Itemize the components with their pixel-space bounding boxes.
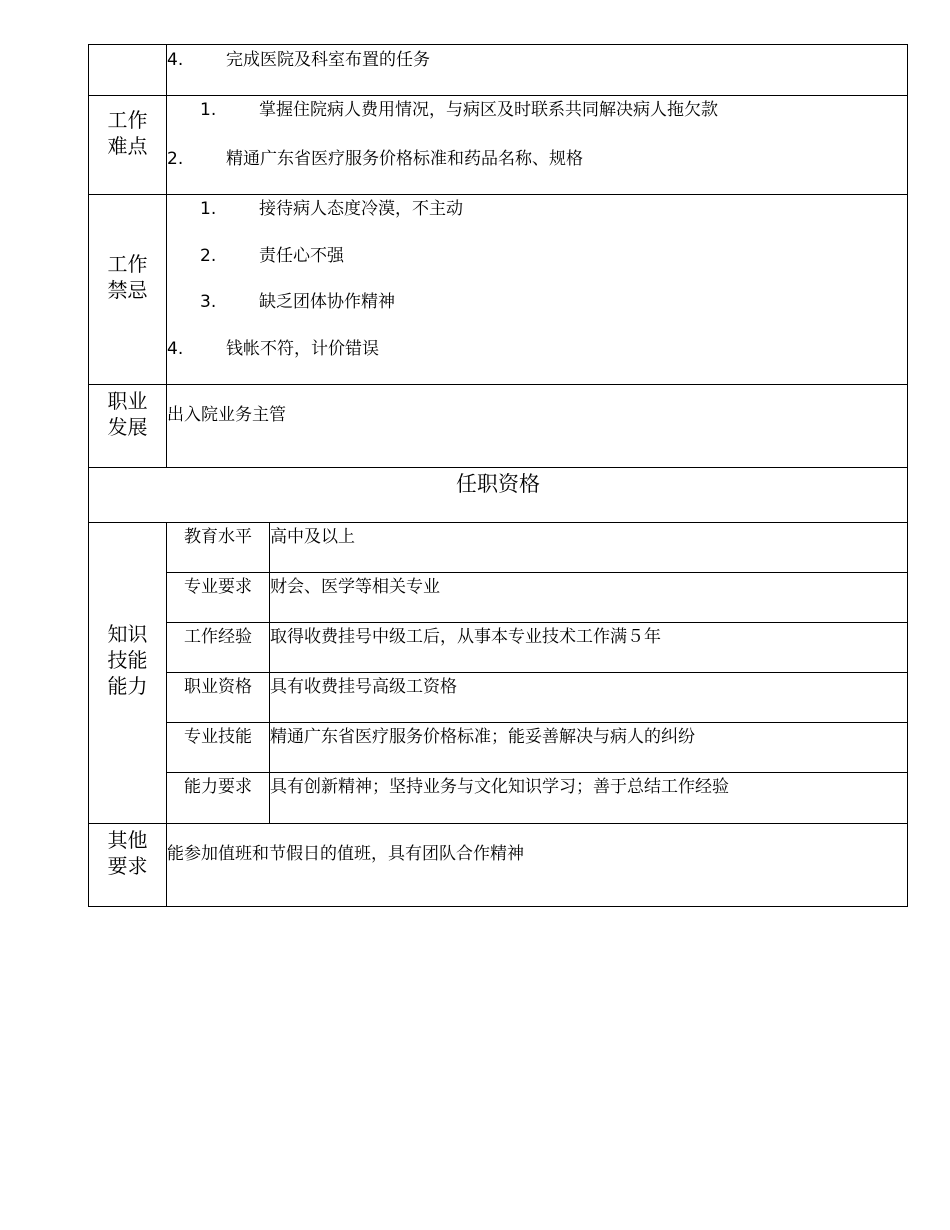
knowledge-row	[89, 723, 908, 773]
knowledge-sub-label: 工作经验	[184, 627, 252, 647]
item-text: 掌握住院病人费用情况，与病区及时联系共同解决病人拖欠款	[259, 100, 718, 120]
item-text: 精通广东省医疗服务价格标准和药品名称、规格	[226, 149, 583, 169]
knowledge-sub-label: 专业技能	[184, 727, 252, 747]
career-label-line2: 发展	[107, 415, 148, 439]
item-number: 1.	[200, 100, 217, 120]
list-item	[167, 198, 907, 220]
other-label-line1: 其他	[107, 828, 148, 852]
other-text: 能参加值班和节假日的值班，具有团队合作精神	[167, 844, 524, 864]
list-item	[167, 291, 907, 313]
difficulty-content	[167, 96, 908, 195]
knowledge-value: 取得收费挂号中级工后，从事本专业技术工作满５年	[270, 627, 661, 647]
knowledge-sub-label-cell	[167, 573, 270, 623]
knowledge-value: 高中及以上	[270, 527, 355, 547]
knowledge-row	[89, 773, 908, 824]
qualification-header-row	[89, 468, 908, 523]
knowledge-sub-label: 职业资格	[184, 677, 252, 697]
taboo-label-line2: 禁忌	[107, 278, 148, 302]
knowledge-value-cell	[270, 773, 908, 824]
item-number: 2.	[167, 149, 184, 169]
knowledge-value-cell	[270, 523, 908, 573]
item-number: 4.	[167, 339, 184, 359]
knowledge-row	[89, 573, 908, 623]
knowledge-label-line2: 技能	[107, 648, 148, 672]
item-text: 缺乏团体协作精神	[259, 292, 395, 312]
knowledge-value-cell	[270, 673, 908, 723]
knowledge-value-cell	[270, 723, 908, 773]
item-text: 接待病人态度冷漠，不主动	[259, 199, 463, 219]
item-number: 1.	[200, 199, 217, 219]
duties-tail-label-cell	[89, 45, 167, 96]
list-item	[167, 245, 907, 267]
item-number: 4.	[167, 50, 184, 70]
career-label	[89, 385, 167, 468]
knowledge-value: 财会、医学等相关专业	[270, 577, 440, 597]
other-row	[89, 824, 908, 907]
knowledge-value: 具有收费挂号高级工资格	[270, 677, 457, 697]
list-item	[167, 99, 907, 121]
career-label-line1: 职业	[107, 389, 148, 413]
list-item	[167, 148, 907, 170]
knowledge-row	[89, 523, 908, 573]
knowledge-sub-label: 专业要求	[184, 577, 252, 597]
knowledge-value: 具有创新精神；坚持业务与文化知识学习；善于总结工作经验	[270, 777, 729, 797]
knowledge-sub-label-cell	[167, 773, 270, 824]
knowledge-sub-label: 教育水平	[184, 527, 252, 547]
knowledge-label	[89, 523, 167, 824]
job-description-table	[88, 44, 908, 907]
knowledge-value-cell	[270, 573, 908, 623]
difficulty-row	[89, 96, 908, 195]
knowledge-row	[89, 623, 908, 673]
difficulty-label-line2: 难点	[107, 134, 148, 158]
knowledge-value: 精通广东省医疗服务价格标准；能妥善解决与病人的纠纷	[270, 727, 695, 747]
difficulty-label-line1: 工作	[107, 108, 148, 132]
item-text: 责任心不强	[259, 246, 344, 266]
qualification-header-cell	[89, 468, 908, 523]
item-text: 完成医院及科室布置的任务	[226, 50, 430, 70]
other-content	[167, 824, 908, 907]
list-item	[167, 338, 907, 360]
taboo-row	[89, 195, 908, 385]
knowledge-label-line1: 知识	[107, 622, 148, 646]
career-text: 出入院业务主管	[167, 405, 286, 425]
duties-tail-content	[167, 45, 908, 96]
taboo-content	[167, 195, 908, 385]
duties-tail-row	[89, 45, 908, 96]
taboo-label	[89, 195, 167, 385]
knowledge-sub-label: 能力要求	[184, 777, 252, 797]
other-label	[89, 824, 167, 907]
career-content	[167, 385, 908, 468]
knowledge-sub-label-cell	[167, 673, 270, 723]
knowledge-row	[89, 673, 908, 723]
knowledge-sub-label-cell	[167, 723, 270, 773]
knowledge-label-line3: 能力	[107, 674, 148, 698]
knowledge-sub-label-cell	[167, 623, 270, 673]
item-text: 钱帐不符，计价错误	[226, 339, 379, 359]
knowledge-value-cell	[270, 623, 908, 673]
knowledge-sub-label-cell	[167, 523, 270, 573]
section-title: 任职资格	[456, 472, 540, 496]
list-item	[167, 49, 907, 71]
item-number: 3.	[200, 292, 217, 312]
taboo-label-line1: 工作	[107, 252, 148, 276]
difficulty-label	[89, 96, 167, 195]
career-row	[89, 385, 908, 468]
item-number: 2.	[200, 246, 217, 266]
other-label-line2: 要求	[107, 854, 148, 878]
